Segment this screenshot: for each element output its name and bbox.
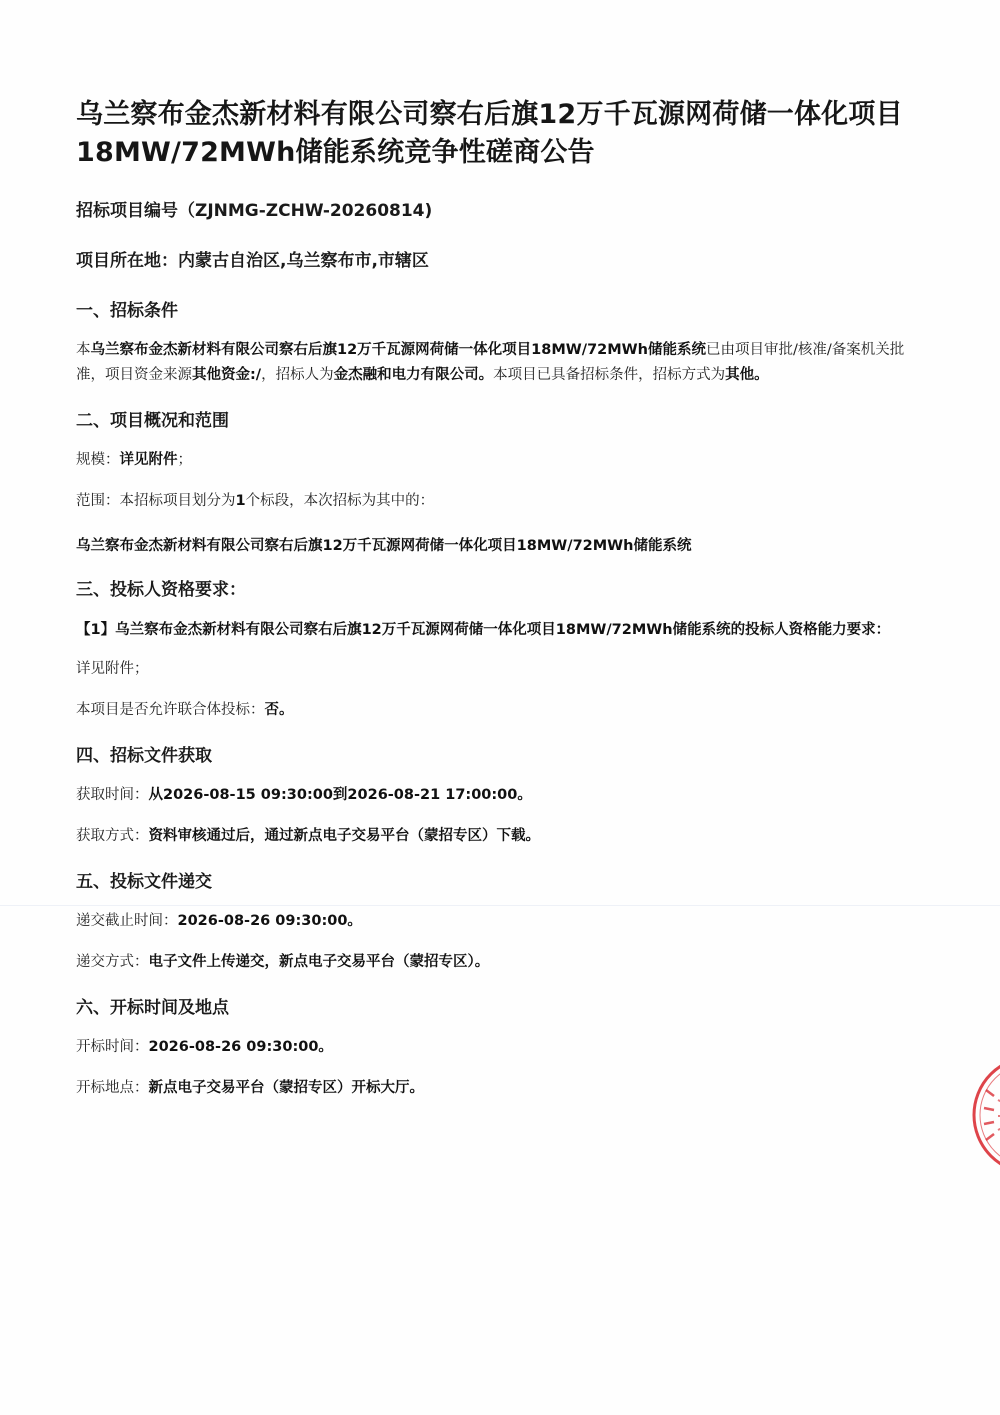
submission-method-line: [76, 950, 916, 975]
scale-label: 规模：: [76, 452, 120, 468]
text-fragment: 已由项目审批/核准/备案机关批准，项目资金来源: [76, 342, 905, 383]
opening-place-label: 开标地点：: [76, 1080, 149, 1096]
section-heading-bid-opening: 六、开标时间及地点: [76, 998, 229, 1018]
lot-count: 1: [235, 493, 246, 509]
project-code: 招标项目编号（ZJNMG-ZCHW-20260814): [76, 201, 433, 221]
scope-prefix: 范围：本招标项目划分为: [76, 493, 236, 509]
opening-place-line: [76, 1076, 916, 1101]
text-fragment: ，招标人为: [261, 367, 334, 383]
scale-line: [76, 448, 916, 473]
section-heading-tender-conditions: 一、招标条件: [76, 301, 178, 321]
acquisition-method-value: 资料审核通过后，通过新点电子交易平台（蒙招专区）下载。: [148, 828, 540, 844]
section-heading-overview: 二、项目概况和范围: [76, 411, 229, 431]
acquisition-time-value: 从2026-08-15 09:30:00到2026-08-21 17:00:00。: [148, 787, 532, 803]
text-fragment: ；: [177, 452, 192, 468]
section-heading-qualifications: 三、投标人资格要求：: [76, 580, 246, 600]
text-fragment: 本项目已具备招标条件，招标方式为: [493, 367, 726, 383]
funding-source: 其他资金:/: [192, 367, 262, 383]
tender-conditions-paragraph: [76, 338, 916, 388]
submission-deadline-label: 递交截止时间：: [76, 913, 178, 929]
opening-time-line: [76, 1035, 916, 1060]
tender-method: 其他。: [725, 367, 769, 383]
submission-deadline-line: [76, 909, 916, 934]
consortium-label: 本项目是否允许联合体投标：: [76, 702, 265, 718]
opening-time-label: 开标时间：: [76, 1039, 149, 1055]
document-title: 乌兰察布金杰新材料有限公司察右后旗12万千瓦源网荷储一体化项目18MW/72MWh储能系统竞争性磋商公告: [76, 99, 903, 168]
section-heading-bid-submission: 五、投标文件递交: [76, 872, 212, 892]
acquisition-method-label: 获取方式：: [76, 828, 149, 844]
consortium-line: [76, 698, 916, 723]
submission-deadline-value: 2026-08-26 09:30:00。: [177, 913, 362, 929]
qualification-detail: 详见附件；: [76, 661, 149, 677]
document-body: [76, 96, 916, 1117]
qualification-subheading: 【1】乌兰察布金杰新材料有限公司察右后旗12万千瓦源网荷储一体化项目18MW/72MWh储能系统的投标人资格能力要求：: [76, 622, 891, 638]
project-name-inline: 乌兰察布金杰新材料有限公司察右后旗12万千瓦源网荷储一体化项目18MW/72MWh储能系统: [90, 342, 706, 358]
tenderer-name: 金杰融和电力有限公司。: [333, 367, 494, 383]
section-heading-document-acquisition: 四、招标文件获取: [76, 746, 212, 766]
consortium-value: 否。: [264, 702, 294, 718]
opening-time-value: 2026-08-26 09:30:00。: [148, 1039, 333, 1055]
acquisition-time-label: 获取时间：: [76, 787, 149, 803]
text-fragment: 本: [76, 342, 91, 358]
submission-method-label: 递交方式：: [76, 954, 149, 970]
scale-value: 详见附件: [119, 452, 178, 468]
project-location: 项目所在地：内蒙古自治区,乌兰察布市,市辖区: [76, 251, 429, 271]
lot-name: 乌兰察布金杰新材料有限公司察右后旗12万千瓦源网荷储一体化项目18MW/72MWh储能系统: [76, 538, 692, 554]
red-seal-stamp: [968, 1050, 1000, 1180]
acquisition-method-line: [76, 824, 916, 849]
scope-suffix: 个标段，本次招标为其中的：: [245, 493, 435, 509]
opening-place-value: 新点电子交易平台（蒙招专区）开标大厅。: [148, 1080, 424, 1096]
acquisition-time-line: [76, 783, 916, 808]
scope-line: [76, 489, 916, 514]
submission-method-value: 电子文件上传递交，新点电子交易平台（蒙招专区）。: [148, 954, 490, 970]
